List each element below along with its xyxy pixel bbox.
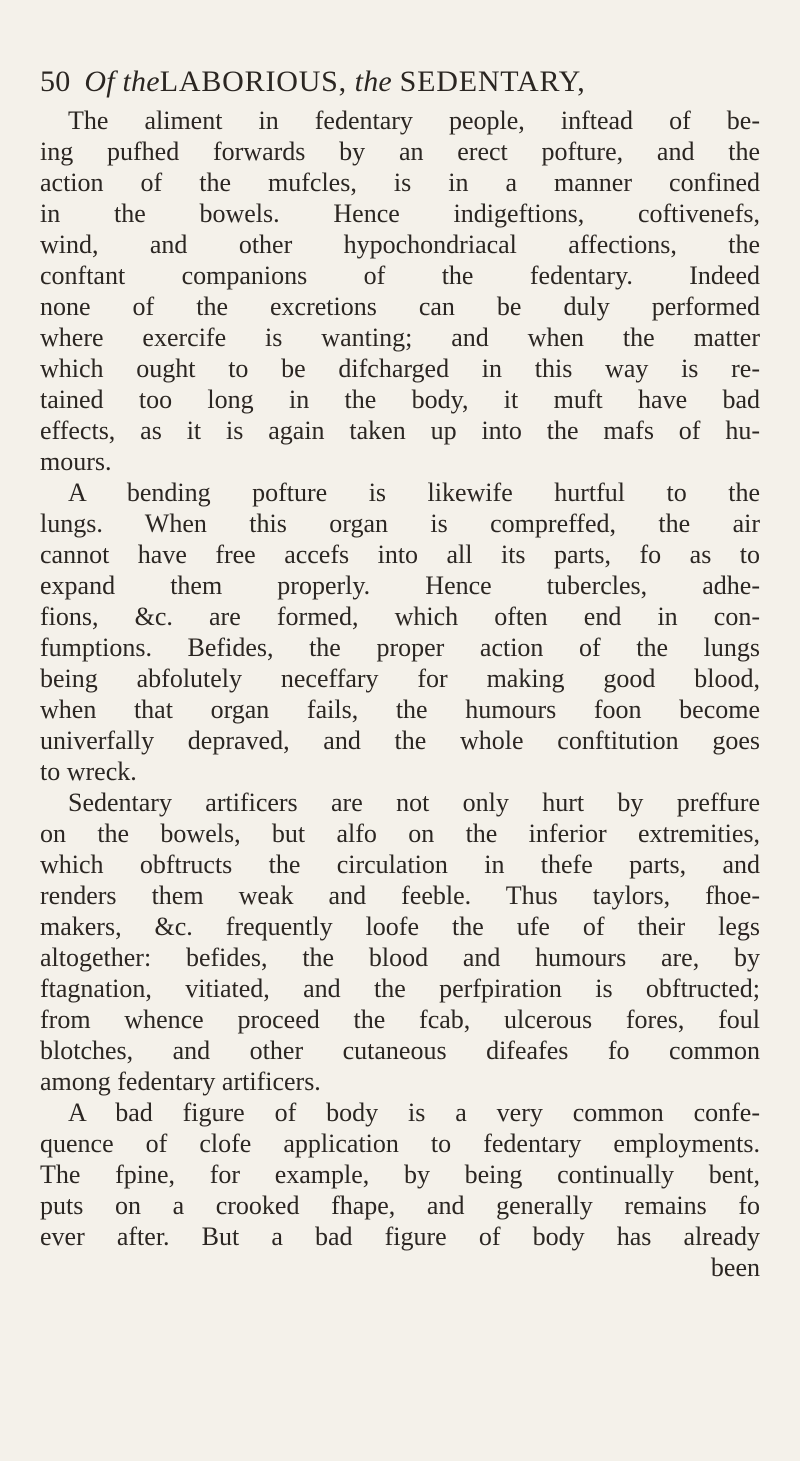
text-line: conftant companions of the fedentary. Indeed [40,261,760,290]
text-line: The aliment in fedentary people, inftead of be- [68,106,760,135]
text-line: A bending pofture is likewife hurtful to the [68,478,760,507]
text-line: tained too long in the body, it muft have bad [40,385,760,414]
text-line: among fedentary artificers. [40,1067,321,1096]
text-line: effects, as it is again taken up into the mafs of hu- [40,416,760,445]
text-line: ing pufhed forwards by an erect pofture, and the [40,137,760,166]
text-line: which obftructs the circulation in thefe parts, and [40,850,760,879]
text-line: A bad figure of body is a very common confe- [68,1098,760,1127]
text-line: ever after. But a bad figure of body has already [40,1222,760,1251]
text-line: blotches, and other cutaneous difeafes fo common [40,1036,760,1065]
text-line: Sedentary artificers are not only hurt by preffure [68,788,760,817]
text-line: none of the excretions can be duly performed [40,292,760,321]
text-line: expand them properly. Hence tubercles, adhe- [40,571,760,600]
text-line: lungs. When this organ is compreffed, the air [40,509,760,538]
text-line: altogether: befides, the blood and humours are, by [40,943,760,972]
text-line: univerfally depraved, and the whole conftitution goes [40,726,760,755]
text-line: in the bowels. Hence indigeftions, coftivenefs, [40,199,760,228]
text-line: when that organ fails, the humours foon become [40,695,760,724]
text-line: fumptions. Befides, the proper action of the lungs [40,633,760,662]
text-line: mours. [40,447,112,476]
text-line: where exercife is wanting; and when the matter [40,323,760,352]
text-line: cannot have free accefs into all its parts, fo as to [40,540,760,569]
text-line: makers, &c. frequently loofe the ufe of their legs [40,912,760,941]
running-head-laborious: LABORIOUS, [159,65,347,98]
text-line: being abfolutely neceffary for making good blood, [40,664,760,693]
text-line: quence of clofe application to fedentary employments. [40,1129,760,1158]
running-head-sedentary: SEDENTARY, [399,65,586,98]
text-line: on the bowels, but alfo on the inferior extremities, [40,819,760,848]
text-line: action of the mufcles, is in a manner confined [40,168,760,197]
text-line: from whence proceed the fcab, ulcerous fores, foul [40,1005,760,1034]
text-line: to wreck. [40,757,137,786]
text-line: renders them weak and feeble. Thus taylors, fhoe- [40,881,760,910]
text-line: fions, &c. are formed, which often end in con- [40,602,760,631]
body-text [40,105,760,1283]
text-line: which ought to be difcharged in this way is re- [40,354,760,383]
text-line: ftagnation, vitiated, and the perfpiration is obftructed; [40,974,760,1003]
running-head-the: the [354,65,392,98]
text-line: The fpine, for example, by being continually bent, [40,1160,760,1189]
running-head [40,64,740,100]
text-line: puts on a crooked fhape, and generally remains fo [40,1191,760,1220]
page-number: 50 [40,65,71,98]
catchword: been [710,1253,760,1282]
running-head-of-the: Of the [84,65,160,98]
text-line: wind, and other hypochondriacal affections, the [40,230,760,259]
